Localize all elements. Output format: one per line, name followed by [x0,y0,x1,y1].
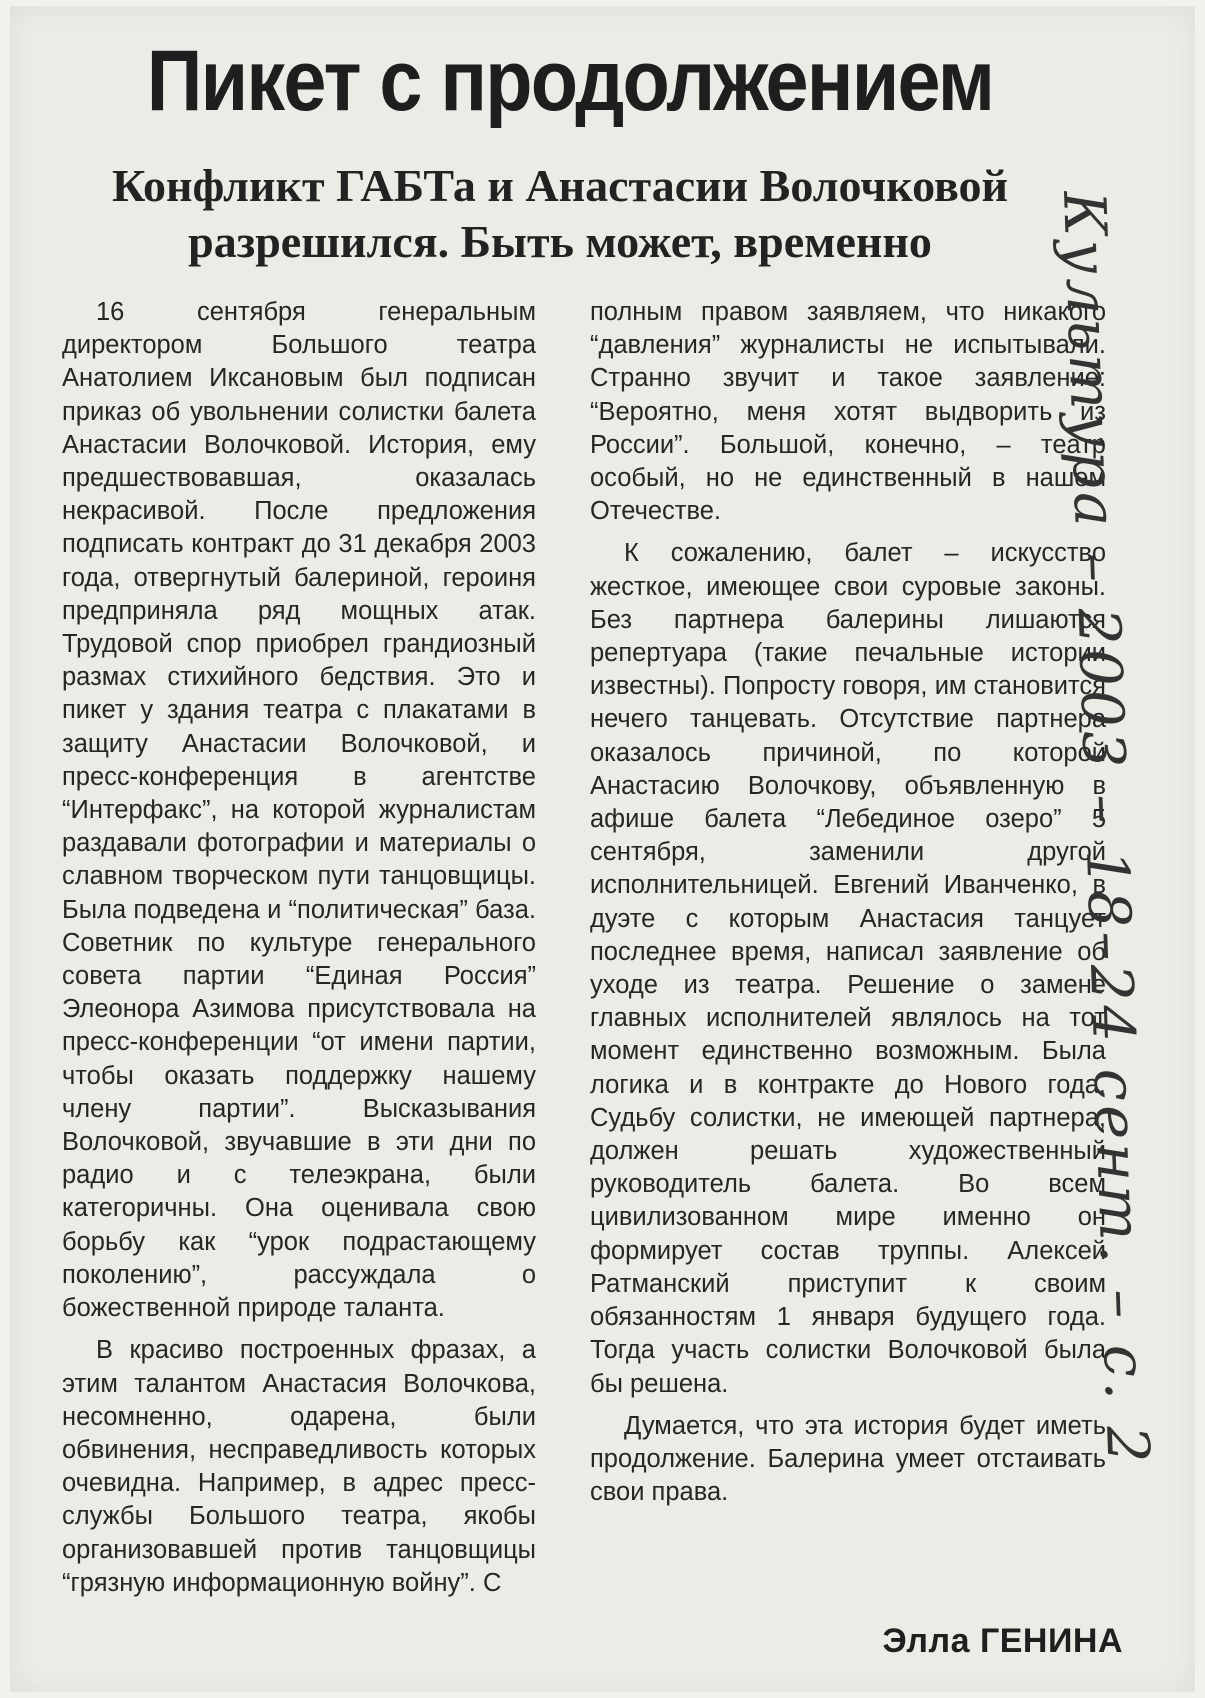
paragraph: В красиво построенных фразах, а этим талантом Анастасия Волочкова, несомненно, одарена, были обвинения, несправедливость которых очевидна. Например, в адрес пресс-службы Большого театра, якобы организовавшей против танцовщицы “грязную информационную войну”. С [62,1336,536,1597]
paragraph: Думается, что эта история будет иметь продолжение. Балерина умеет отстаивать свои права. [590,1411,1106,1507]
handwritten-source-note: Культура – 2003 – 18–24 сент. – с. 2 [1050,190,1163,1468]
paragraph: 16 сентября генеральным директором Большого театра Анатолием Иксановым был подписан приказ об увольнении солистки балета Анастасии Волочковой. История, ему предшествовавшая, оказалась некрасивой. После предложения подписать контракт до 31 декабря 2003 года, отвергнутый балериной, героиня предприняла ряд мощных атак. Трудовой спор приобрел грандиозный размах стихийного бедствия. Это и пикет у здания театра с плакатами в защиту Анастасии Волочковой, и пресс-конференция в агентстве “Интерфакс”, на которой журналистам раздавали фотографии и материалы о славном творческом пути танцовщицы. Была подведена и “политическая” база. Советник по культуре генерального совета партии “Единая Россия” Элеонора Азимова присутствовала на пресс-конференции “от имени партии, чтобы оказать поддержку нашему члену партии”. Высказывания Волочковой, звучавшие в эти дни по радио и с телеэкрана, были категоричны. Она оценивала свою борьбу как “урок подрастающему поколению”, рассуждала о божественной природе таланта. [62,298,536,1323]
article-column-right [590,296,1106,1509]
paragraph: К сожалению, балет – искусство жесткое, имеющее свои суровые законы. Без партнера балерины лишаются репертуара (такие печальные истории известны). Попросту говоря, им становится нечего танцевать. Отсутствие партнера оказалось причиной, по которой Анастасию Волочкову, объявленную в афише балета “Лебединое озеро” 5 сентября, заменили другой исполнительницей. Евгений Иванченко, в дуэте с которым Анастасия танцует последнее время, написал заявление об уходе из театра. Решение о замене главных исполнителей являлось на тот момент единственно возможным. Была логика и в контракте до Нового года. Судьбу солистки, не имеющей партнера, должен решать художественный руководитель балета. Во всем цивилизованном мире именно он формирует состав труппы. Алексей Ратманский приступит к своим обязанностям 1 января будущего года. Тогда участь солистки Волочковой была бы решена. [590,539,1106,1398]
paragraph: полным правом заявляем, что никакого “давления” журналисты не испытывали. Странно звучит и такое заявление: “Вероятно, меня хотят выдворить из России”. Большой, конечно, – театр особый, но не единственный в нашем Отечестве. [590,298,1106,526]
author-byline: Элла ГЕНИНА [882,1622,1123,1660]
headline: Пикет с продолжением [146,33,994,129]
subheadline: Конфликт ГАБТа и Анастасии Волочковой разрешился. Быть может, временно [111,160,1009,267]
article-column-left [62,296,536,1600]
